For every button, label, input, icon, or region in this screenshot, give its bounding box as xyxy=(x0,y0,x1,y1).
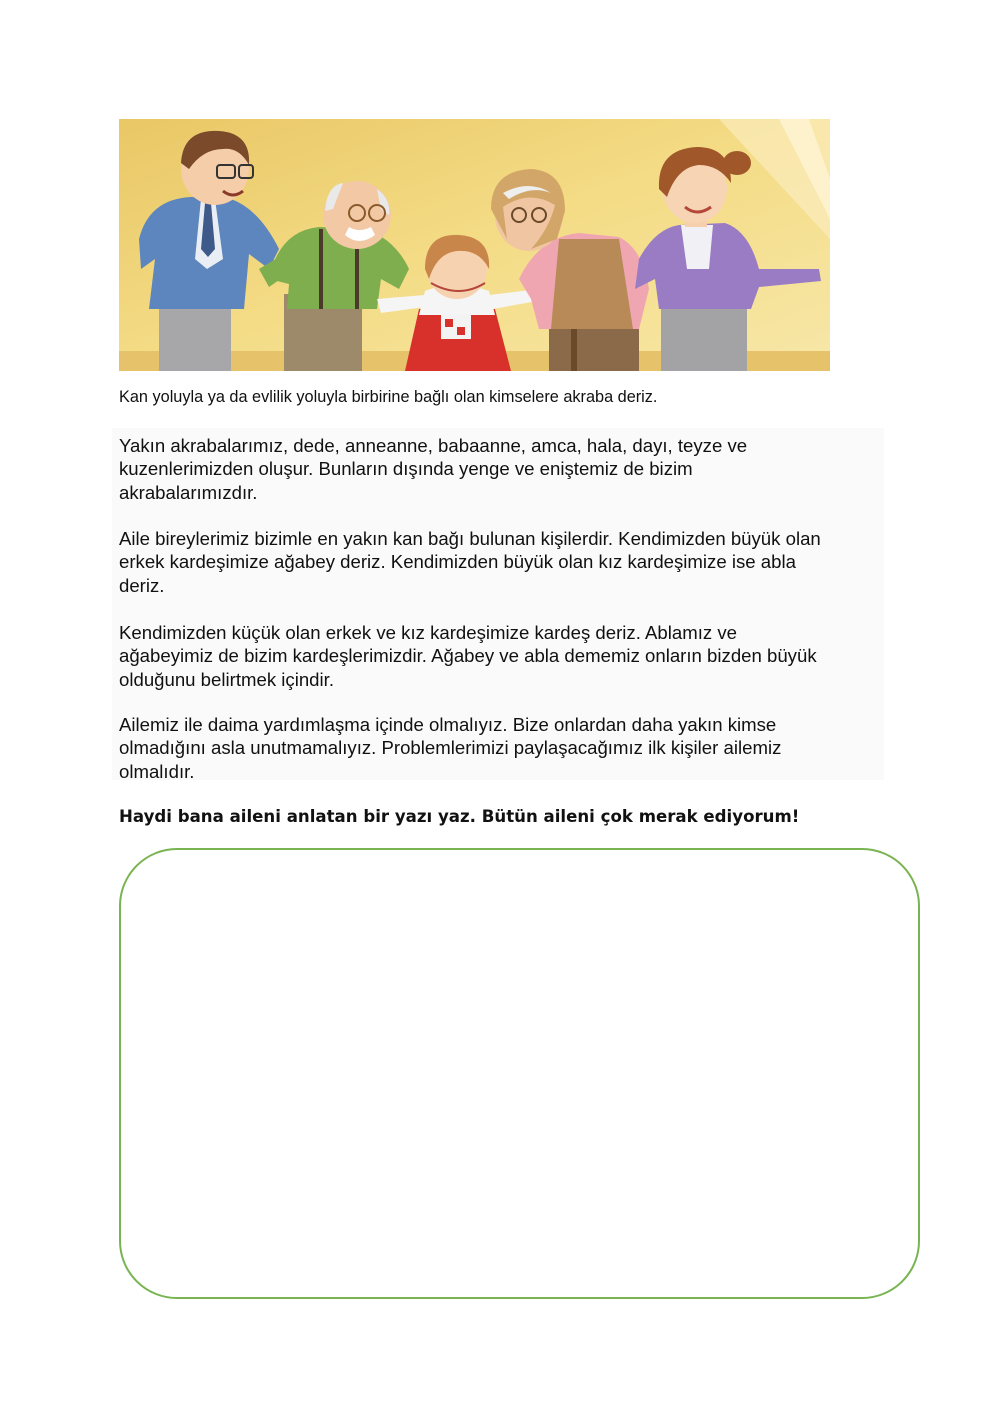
family-illustration xyxy=(119,119,830,371)
paragraph-line: deriz. xyxy=(119,574,165,596)
paragraph-siblings-younger xyxy=(119,621,889,691)
paragraph-line: kuzenlerimizden oluşur. Bunların dışında yenge ve eniştemiz de bizim xyxy=(119,458,693,480)
writing-answer-box[interactable] xyxy=(119,848,920,1299)
paragraph-relatives xyxy=(119,434,889,504)
paragraph-line: Kendimizden küçük olan erkek ve kız kardeşimize kardeş deriz. Ablamız ve xyxy=(119,622,737,643)
writing-prompt: Haydi bana aileni anlatan bir yazı yaz. Bütün aileni çok merak ediyorum! xyxy=(119,807,800,826)
paragraph-line: Aile bireylerimiz bizimle en yakın kan bağı bulunan kişilerdir. Kendimizden büyük olan xyxy=(119,528,821,549)
paragraph-line: olduğunu belirtmek içindir. xyxy=(119,668,334,690)
caption-text: Kan yoluyla ya da evlilik yoluyla birbirine bağlı olan kimselere akraba deriz. xyxy=(119,388,658,406)
paragraph-line: akrabalarımızdır. xyxy=(119,481,258,503)
paragraph-line: ağabeyimiz de bizim kardeşlerimizdir. Ağabey ve abla dememiz onların bizden büyük xyxy=(119,645,817,667)
paragraph-line: olmadığını asla unutmamalıyız. Problemlerimizi paylaşacağımız ilk kişiler ailemiz xyxy=(119,737,782,759)
paragraph-line: Ailemiz ile daima yardımlaşma içinde olmalıyız. Bize onlardan daha yakın kimse xyxy=(119,714,777,735)
paragraph-line: Yakın akrabalarımız, dede, anneanne, babaanne, amca, hala, dayı, teyze ve xyxy=(119,435,748,456)
paragraph-line: olmalıdır. xyxy=(119,760,195,782)
paragraph-line: erkek kardeşimize ağabey deriz. Kendimizden büyük olan kız kardeşimize ise abla xyxy=(119,551,796,573)
paragraph-family-support xyxy=(119,713,889,783)
paragraph-siblings-older xyxy=(119,527,889,597)
